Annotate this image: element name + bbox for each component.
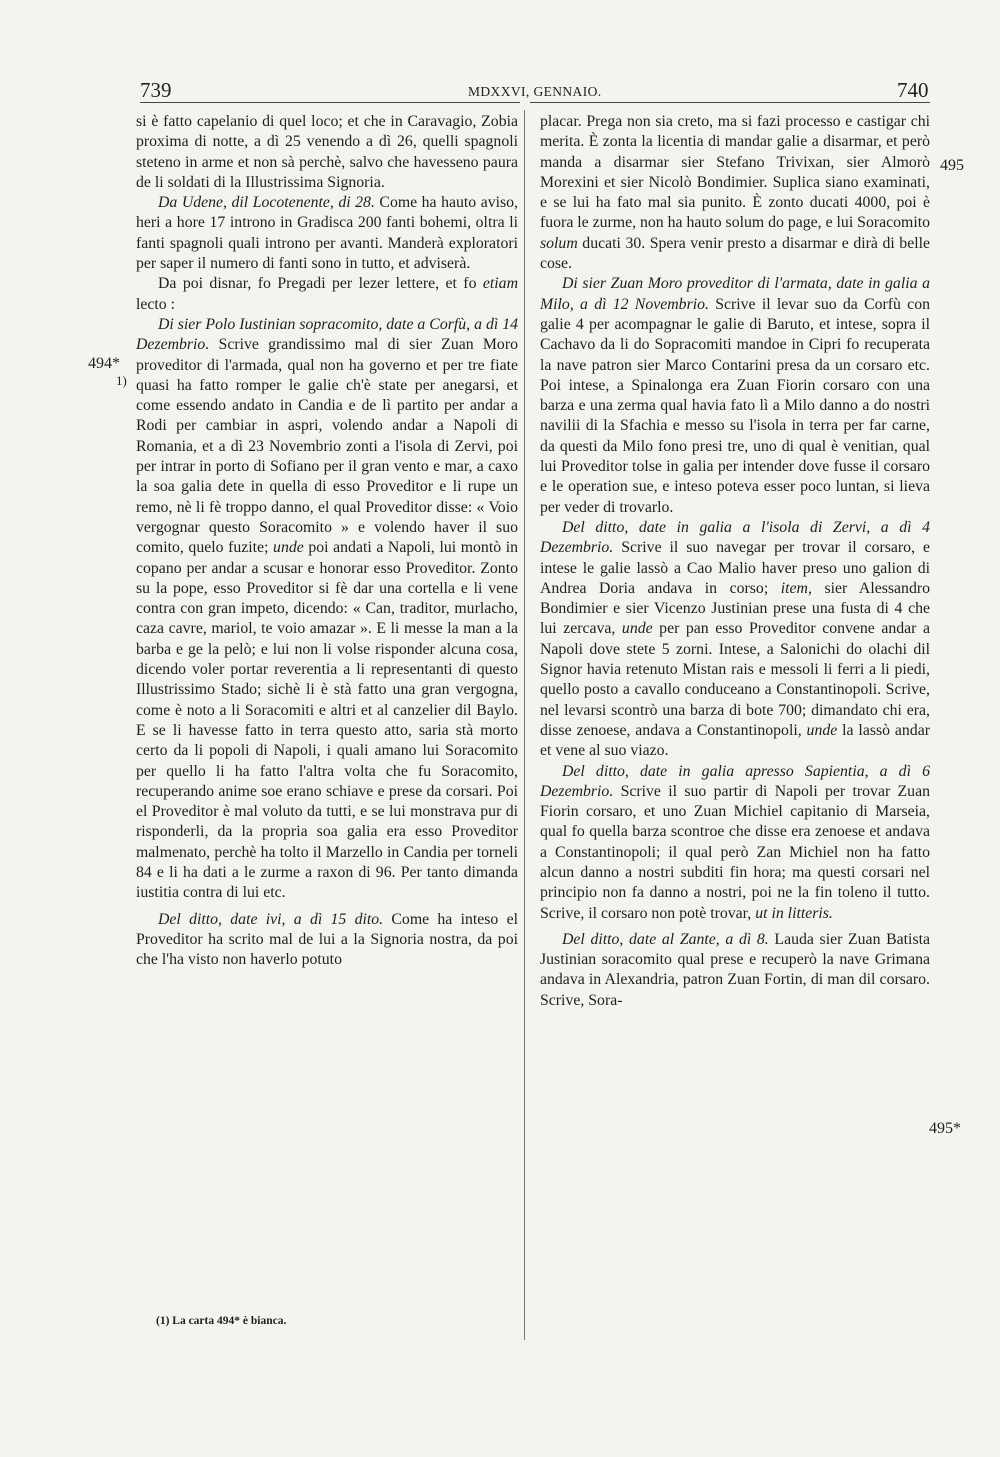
left-column [136,112,518,970]
letter-heading: Del ditto, date al Zante, a dì 8. [562,930,769,948]
italic-word: unde [806,721,838,739]
paragraph [540,930,930,1011]
letter-heading: Da Udene, dil Locotenente, di 28. [158,194,375,212]
paragraph-text: placar. Prega non sia creto, ma si fazi processo e castigar chi merita. È zonta la licentia di mandar galie a disarmar, et però manda a disarmar sier Stefano Trivixan, sier Almorò Morexini et sier Nicolò Bondimier. Suplica siano examinati, e se lui ha fato mal sia punito. È zonto ducati 4000, poi è fuora le zurme, non ha hauto solum do page, e lui Soracomito [540,113,930,232]
paragraph [540,274,930,518]
paragraph [136,193,518,274]
paragraph-text: lecto : [136,295,176,313]
header-rule-left [140,102,520,103]
paragraph-text: per pan esso Proveditor convene andar a Napoli dove stete 5 zorni. Intese, a Salonichi do olachi dil Signor havia retenuto Mistan rais e messoli li ferri a li piedi, quello posto a cavallo conduceano a Constantinopoli. Scrive, nel levarsi scontrò una barza di bote 700; dimandato chi era, disse zenoese, andava a Constantinopoli, [540,620,930,739]
paragraph-text: Lauda sier Zuan Batista Justinian soracomito qual prese e recuperò la nave Grimana andava in Alexandria, patron Zuan Fortin, di man dil corsaro. Scrive, Sora- [540,930,930,1009]
paragraph-text: Scrive grandissimo mal di sier Zuan Moro proveditor di l'armada, qual non ha governo et per tre fiate quasi ha fatto romper le galie ch'è state per anegarsi, et come essendo andato in Candia e de lì partito per andar a Rodi per cambiar in aspri, volendo andar a Napoli di Romania, et a dì 23 Novembrio zonti a l'isola di Zervi, poi per intrar in porto di Sofiano per il gran vento e mar, a caxo la soa galia dete in quella di esso Proveditor e li rupe un remo, nè li fè troppo danno, el qual Proveditor disse: « Voio vergognar questo Soracomito » e volendo haver il suo comito, quelo fuzite; [136,336,518,557]
paragraph-text: ducati 30. Spera venir presto a disarmar e dirà di belle cose. [540,234,930,273]
paragraph-text: poi andati a Napoli, lui montò in copano per andar a scusar e honorar esso Proveditor. Zonto su la pope, esso Proveditor si fè dar una cortella e li vene contra con gran impeto, dicendo: « Can, traditor, murlacho, caza cavre, mariol, te voio amazar ». E li messe la man a la barba e ge la pelò; e lui non li volse risponder alcuna cosa, dicendo voler portar reverentia a li representanti di questo Illustrissimo Stado; sichè li è stà fatto una gran vergogna, come è noto a li Soracomiti e altri et al canzelier dil Baylo. E se li havesse fatto in terra questo atto, saria stà morto certo da li popoli di Napoli, i quali amano lui Soracomito per quello li ha fatto l'altra volta che fu Soracomito, recuperando anime soe erano schiave e prese da corsari. Poi el Proveditor è mal voluto da tutti, e se lui monstrava pur di risponderli, da la propria soa galia era esso Proveditor malmenato, perchè ha tolto il Marzello in Candia per torneli 84 e li ha dati a le zurme a raxon di 96. Per tanto dimanda iustitia contra di lui etc. [136,539,518,902]
paragraph-text: sier Alessandro Bondimier e sier Vicenzo Justinian prese una fusta di 4 che lui zercava, [540,579,931,638]
margin-folio-495: 495 [940,157,964,174]
italic-word: unde [273,539,304,557]
italic-word: unde [621,620,653,638]
letter-heading: Del ditto, date ivi, a dì 15 dito. [158,910,384,928]
right-column [540,112,930,1011]
column-separator [524,110,525,1340]
letter-heading: Del ditto, date in galia apresso Sapientia, a dì 6 Dezembrio. [540,762,930,800]
margin-folio-494: 494* [88,355,120,372]
letter-heading: Del ditto, date in galia a l'isola di Zervi, a dì 4 Dezembrio. [540,518,930,557]
letter-heading: Di sier Zuan Moro proveditor di l'armata, date in galia a Milo, a dì 12 Novembrio. [540,275,930,313]
italic-word: etiam [482,275,518,293]
paragraph [136,274,518,315]
margin-folio-495-verso: 495* [929,1120,961,1137]
paragraph [540,518,930,762]
letter-heading: Di sier Polo Iustinian sopracomito, date a Corfù, a dì 14 Dezembrio. [136,315,518,354]
paragraph [540,762,930,924]
italic-word: solum [540,234,578,252]
running-title: MDXXVI, GENNAIO. [468,84,602,99]
paragraph-text: Da poi disnar, fo Pregadi per lezer lettere, et fo [158,275,483,293]
paragraph-text: Come ha hauto aviso, heri a hore 17 introno in Gradisca 200 fanti bohemi, oltra li fanti spagnoli quali introno per avanti. Manderà exploratori per saper il numero di fanti sono in tutto, et adviserà. [136,194,518,273]
paragraph-text: la lassò andar et vene al suo viazo. [540,721,930,760]
header-rule-right [530,102,930,103]
margin-footnote-ref: 1) [116,373,127,388]
paragraph-text: Scrive il levar suo da Corfù con galie 4 per acompagnar le galie di Baruto, et intese, sopra il Cachavo da li do Sopracomiti mandoe in Cipri fo recuperata la nave patron sier Marco Contarini presa da un corsaro etc. Poi intese, a Spinalonga era Zuan Fiorin corsaro con una barza e una zerma qual havia fato lì a Milo danno a do nostri navilii di la Sfachia e messo su l'isola in terra per far carne, da questi da Milo fono presi tre, uno di qual è venitian, qual lui Proveditor tolse in galia per intender dove fusse il corsaro e le operation sue, e inteso poteva esser poco luntan, si lieva per veder di trovarlo. [540,295,930,516]
paragraph [136,315,518,904]
paragraph-text: Come ha inteso el Proveditor ha scrito mal de lui a la Signoria nostra, da poi che l'ha visto non haverlo potuto [136,910,518,969]
paragraph [540,112,930,274]
paragraph [136,910,518,971]
paragraph [136,112,518,193]
footnote: (1) La carta 494* è bianca. [156,1315,287,1327]
italic-word: ut in litteris. [755,904,833,922]
italic-word: item, [780,579,812,597]
page-number-left: 739 [140,78,172,102]
page-number-right: 740 [897,78,929,102]
paragraph-text: Scrive il suo navegar per trovar il corsaro, e intese le galie lassò a Cao Malio haver preso uno galion di Andrea Doria andava in corso; [540,539,930,597]
paragraph-text: Scrive il suo partir di Napoli per trovar Zuan Fiorin corsaro, et uno Zuan Michiel capitanio di Marseia, qual fo quella barza scontroe che disse era zenoese et andava a Constantinopoli; il qual però Zan Michiel non ha fatto alcun danno a nostri subditi fin hora; ma questi corsari nel principio non fa danno a nostri, poi ne la fin toleno il tutto. Scrive, il corsaro non potè trovar, [540,782,930,922]
paragraph-text: si è fatto capelanio di quel loco; et che in Caravagio, Zobia proxima di notte, a dì 25 venendo a dì 26, quelli spagnoli steteno in arme et non sà perchè, salvo che havesseno paura de li soldati di la Illustrissima Signoria. [136,113,518,191]
